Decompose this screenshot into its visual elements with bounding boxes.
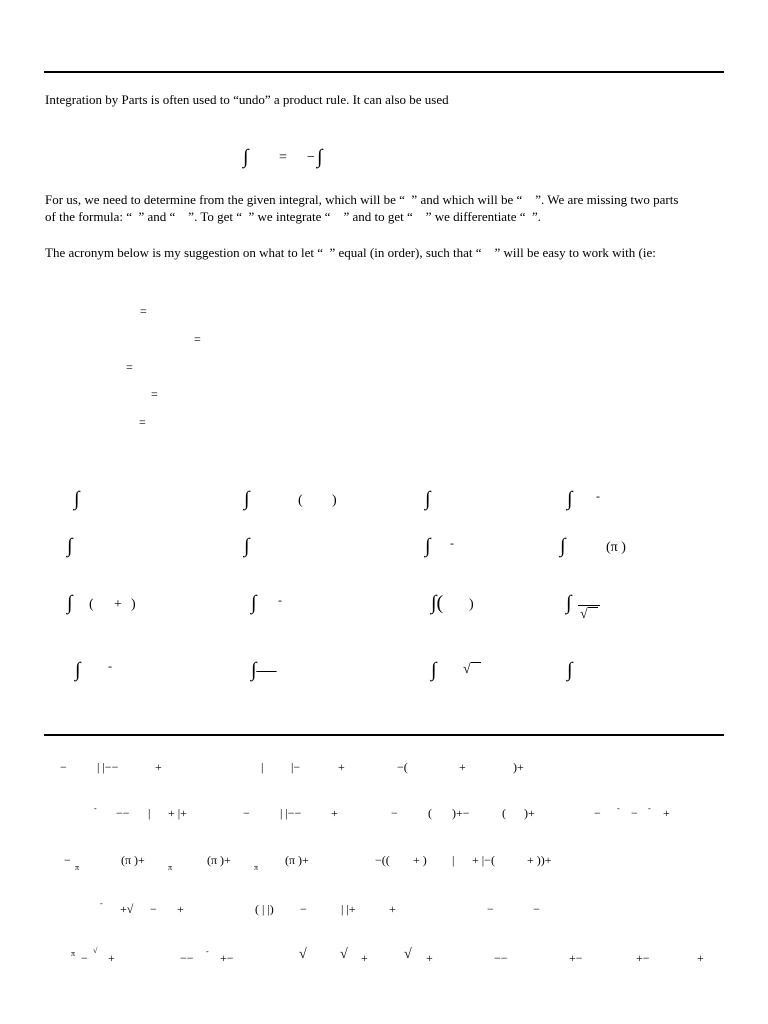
answer-7-a: − bbox=[391, 806, 398, 820]
top-rule bbox=[44, 71, 724, 73]
answer-7-e: )+ bbox=[524, 806, 535, 820]
answer-7-c: )+− bbox=[452, 806, 470, 820]
answer-8-c: + bbox=[663, 806, 670, 820]
answer-18-root3: √ bbox=[404, 947, 412, 962]
problem-9-rparen: ) bbox=[131, 597, 136, 612]
answer-10-b: + ) bbox=[413, 853, 427, 867]
para1-line2: of the formula: “ ” and “ ”. To get “ ” we integrate “ ” and to get “ ” we differentiate “ ”. bbox=[45, 209, 541, 224]
problem-2-integral: ∫ bbox=[244, 488, 250, 510]
problem-4-exp: - bbox=[596, 489, 600, 503]
answer-9-pi: π bbox=[75, 863, 80, 872]
ibp-equals: = bbox=[279, 150, 287, 165]
problem-9-plus: + bbox=[114, 597, 122, 612]
answer-5-b: | bbox=[148, 806, 151, 820]
problem-5-integral: ∫ bbox=[67, 535, 73, 557]
answer-9-pi2: π bbox=[168, 863, 173, 872]
answer-19-d: + bbox=[697, 951, 704, 965]
problem-12-root bbox=[580, 607, 598, 623]
problem-10-exp: - bbox=[278, 593, 282, 607]
answer-18-plus2: + bbox=[426, 951, 433, 965]
answer-2-c: + bbox=[338, 760, 345, 774]
para2-line: The acronym below is my suggestion on what to let “ ” equal (in order), such that “ ” will be easy to work with (ie: bbox=[45, 245, 656, 260]
problem-7-integral: ∫ bbox=[425, 535, 431, 557]
answer-15-b: − bbox=[533, 902, 540, 916]
answer-9-a: − bbox=[64, 853, 71, 867]
bottom-rule bbox=[44, 734, 724, 736]
problem-3-integral: ∫ bbox=[425, 488, 431, 510]
problem-9-lparen: ( bbox=[89, 597, 94, 612]
problem-10-integral: ∫ bbox=[251, 592, 257, 614]
problem-16-integral: ∫ bbox=[567, 659, 573, 681]
problem-8-integral: ∫ bbox=[560, 535, 566, 557]
answer-3-c: )+ bbox=[513, 760, 524, 774]
problem-12-fraction-bar bbox=[578, 605, 600, 606]
answer-9-d: (π )+ bbox=[285, 853, 309, 867]
ibp-integral-right: ∫ bbox=[317, 146, 323, 168]
acronym-eq-2: = bbox=[194, 332, 201, 346]
answer-9-c: (π )+ bbox=[207, 853, 231, 867]
problem-13-exp: - bbox=[108, 659, 112, 673]
answer-8-exp2: - bbox=[648, 804, 651, 813]
problem-15-root bbox=[463, 662, 481, 678]
problem-11-rparen: ) bbox=[469, 597, 474, 612]
acronym-eq-3: = bbox=[126, 360, 133, 374]
root-symbol: √ bbox=[463, 662, 471, 677]
problem-2-rparen: ) bbox=[332, 493, 337, 508]
answer-3-a: −( bbox=[397, 760, 408, 774]
answer-3-b: + bbox=[459, 760, 466, 774]
para1-line1: For us, we need to determine from the given integral, which will be “ ” and which will be “ ”. We are missing two parts bbox=[45, 192, 679, 207]
answer-5-c: + |+ bbox=[168, 806, 187, 820]
answer-13-a: +√ bbox=[120, 902, 134, 916]
answer-7-b: ( bbox=[428, 806, 432, 820]
answer-2-a: | bbox=[261, 760, 264, 774]
ibp-integral-left: ∫ bbox=[243, 146, 249, 168]
answer-16-b: + bbox=[108, 951, 115, 965]
answer-16-a: − bbox=[81, 951, 88, 965]
answer-13-c: + bbox=[177, 902, 184, 916]
acronym-eq-1: = bbox=[140, 304, 147, 318]
answer-14-c: | |+ bbox=[341, 902, 356, 916]
answer-18-root1: √ bbox=[299, 947, 307, 962]
answer-6-b: | |−− bbox=[280, 806, 302, 820]
answer-1-b: | |−− bbox=[97, 760, 119, 774]
answer-17-a: −− bbox=[180, 951, 194, 965]
problem-4-integral: ∫ bbox=[567, 488, 573, 510]
problem-12-integral: ∫ bbox=[566, 592, 572, 614]
answer-10-d: + |−( bbox=[472, 853, 495, 867]
answer-1-a: − bbox=[60, 760, 67, 774]
answer-8-b: − bbox=[631, 806, 638, 820]
acronym-eq-4: = bbox=[151, 387, 158, 401]
answer-18-plus1: + bbox=[361, 951, 368, 965]
answer-13-b: − bbox=[150, 902, 157, 916]
answer-19-b: +− bbox=[569, 951, 583, 965]
answer-14-a: ( | |) bbox=[255, 902, 274, 916]
answer-7-d: ( bbox=[502, 806, 506, 820]
answer-15-a: − bbox=[487, 902, 494, 916]
problem-9-integral: ∫ bbox=[67, 592, 73, 614]
problem-11-integral: ∫( bbox=[431, 592, 444, 614]
problem-2-lparen: ( bbox=[298, 493, 303, 508]
ibp-minus: − bbox=[307, 150, 315, 165]
answer-14-d: + bbox=[389, 902, 396, 916]
answer-19-a: −− bbox=[494, 951, 508, 965]
problem-7-exp: - bbox=[450, 536, 454, 550]
answer-5-a: −− bbox=[116, 806, 130, 820]
answer-9-b: (π )+ bbox=[121, 853, 145, 867]
answer-19-c: +− bbox=[636, 951, 650, 965]
answer-6-a: − bbox=[243, 806, 250, 820]
answer-2-b: |− bbox=[291, 760, 301, 774]
answer-6-c: + bbox=[331, 806, 338, 820]
problem-14-integral: ∫— bbox=[251, 659, 277, 681]
answer-16-pi: π bbox=[71, 949, 76, 958]
answer-1-c: + bbox=[155, 760, 162, 774]
problem-6-integral: ∫ bbox=[244, 535, 250, 557]
answer-10-c: | bbox=[452, 853, 455, 867]
answer-16-root: √ bbox=[93, 946, 98, 955]
answer-8-exp1: - bbox=[617, 804, 620, 813]
answer-18-root2: √ bbox=[340, 947, 348, 962]
answer-14-b: − bbox=[300, 902, 307, 916]
problem-13-integral: ∫ bbox=[75, 659, 81, 681]
problem-15-integral: ∫ bbox=[431, 659, 437, 681]
answer-10-a: −(( bbox=[375, 853, 390, 867]
answer-17-b: +− bbox=[220, 951, 234, 965]
answer-13-exp: - bbox=[100, 899, 103, 908]
problem-1-integral: ∫ bbox=[74, 488, 80, 510]
answer-8-a: − bbox=[594, 806, 601, 820]
root-symbol: √ bbox=[580, 607, 588, 622]
answer-9-pi3: π bbox=[254, 863, 259, 872]
answer-5-exp: - bbox=[94, 804, 97, 813]
answer-10-e: + ))+ bbox=[527, 853, 552, 867]
answer-17-exp: - bbox=[206, 947, 209, 956]
intro-line: Integration by Parts is often used to “undo” a product rule. It can also be used bbox=[45, 92, 449, 107]
acronym-eq-5: = bbox=[139, 415, 146, 429]
problem-8-pi: (π ) bbox=[606, 540, 626, 555]
